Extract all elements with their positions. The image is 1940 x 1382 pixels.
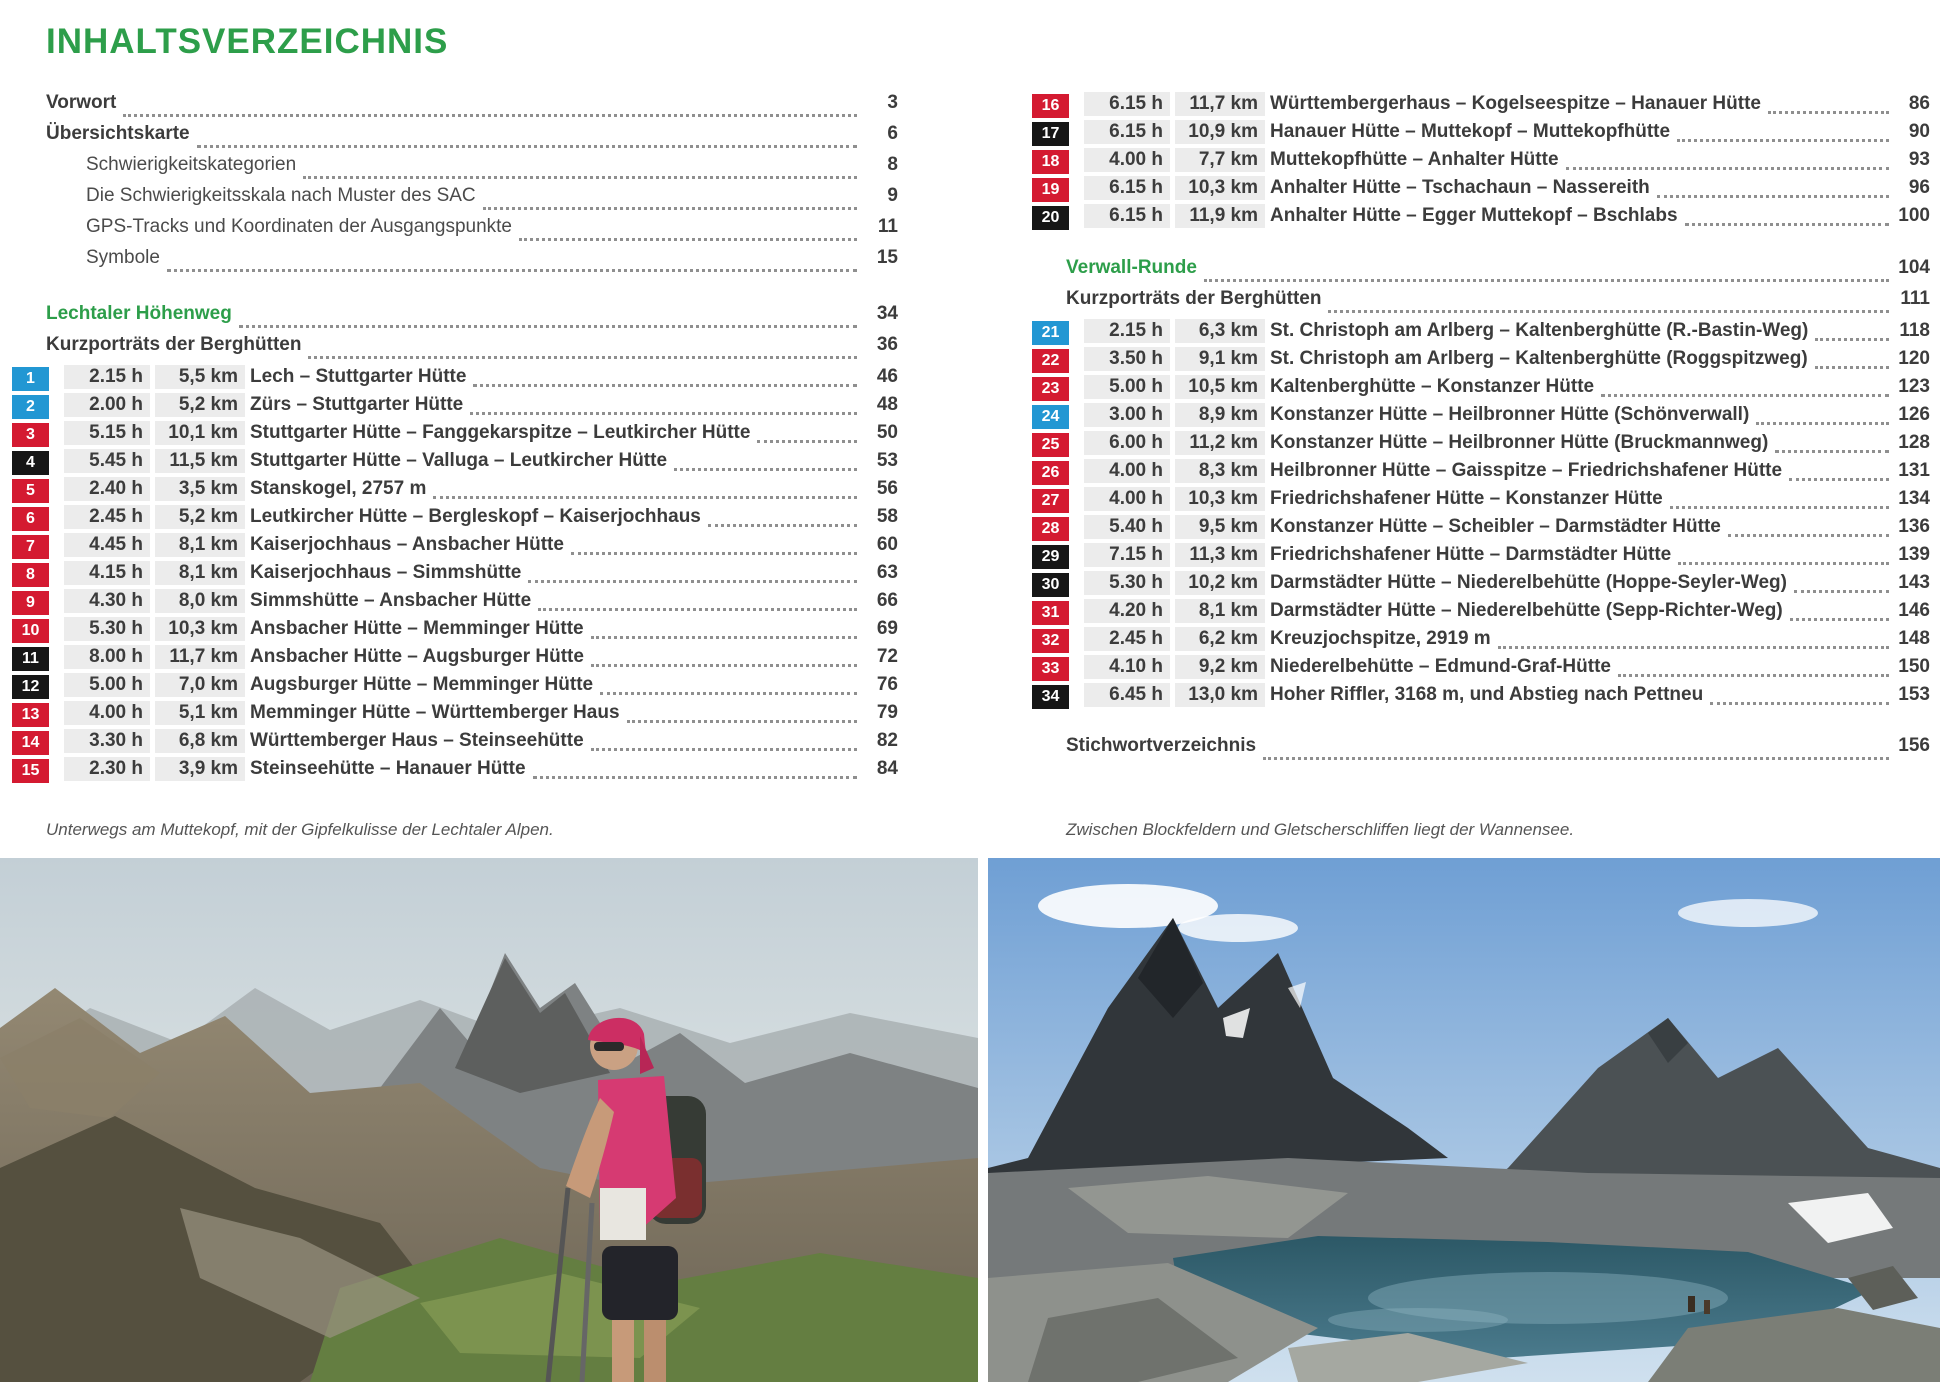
- tour-title: Leutkircher Hütte – Bergleskopf – Kaiserjochhaus: [250, 506, 701, 527]
- tour-distance: 10,1 km: [155, 421, 245, 445]
- front-matter-row: [12, 216, 898, 247]
- tour-row: [1032, 403, 1930, 431]
- tour-duration: 7.15 h: [1084, 543, 1170, 567]
- tour-number-badge: 20: [1032, 206, 1069, 230]
- tour-distance: 11,9 km: [1175, 204, 1265, 228]
- tour-number-badge: 5: [12, 479, 49, 503]
- page-number: 60: [876, 534, 898, 555]
- page-number: 96: [1908, 177, 1930, 198]
- dotted-leader: [1685, 223, 1889, 226]
- tour-row: [1032, 599, 1930, 627]
- tour-title: Konstanzer Hütte – Scheibler – Darmstädter Hütte: [1270, 516, 1721, 537]
- tour-number-badge: 12: [12, 675, 49, 699]
- entry-label: Vorwort: [46, 92, 117, 113]
- tour-title: Stuttgarter Hütte – Fanggekarspitze – Leutkircher Hütte: [250, 422, 751, 443]
- tour-distance: 9,2 km: [1175, 655, 1265, 679]
- page-number: 53: [876, 450, 898, 471]
- tour-duration: 4.00 h: [1084, 487, 1170, 511]
- tour-distance: 13,0 km: [1175, 683, 1265, 707]
- tour-distance: 5,5 km: [155, 365, 245, 389]
- tour-duration: 6.45 h: [1084, 683, 1170, 707]
- tour-duration: 2.45 h: [1084, 627, 1170, 651]
- page-number: 123: [1898, 376, 1930, 397]
- tour-distance: 6,2 km: [1175, 627, 1265, 651]
- tour-number-badge: 2: [12, 395, 49, 419]
- tour-title: Darmstädter Hütte – Niederelbehütte (Sepp-Richter-Weg): [1270, 600, 1783, 621]
- page-number: 50: [876, 422, 898, 443]
- tour-title: Stanskogel, 2757 m: [250, 478, 427, 499]
- dotted-leader: [473, 384, 857, 387]
- tour-title: Kaiserjochhaus – Simmshütte: [250, 562, 522, 583]
- tour-title: Friedrichshafener Hütte – Darmstädter Hütte: [1270, 544, 1672, 565]
- tour-duration: 4.15 h: [64, 561, 150, 585]
- tour-distance: 8,9 km: [1175, 403, 1265, 427]
- tour-list-lechtaler: [12, 365, 898, 785]
- tour-number-badge: 3: [12, 423, 49, 447]
- tour-number-badge: 25: [1032, 433, 1069, 457]
- tour-distance: 10,5 km: [1175, 375, 1265, 399]
- tour-row: [12, 589, 898, 617]
- tour-title: Kaltenberghütte – Konstanzer Hütte: [1270, 376, 1595, 397]
- tour-row: [1032, 347, 1930, 375]
- page-number: 82: [876, 730, 898, 751]
- tour-distance: 6,3 km: [1175, 319, 1265, 343]
- tour-distance: 8,0 km: [155, 589, 245, 613]
- section-heading-lechtaler: [12, 303, 898, 334]
- page-number: 48: [876, 394, 898, 415]
- section-title: Verwall-Runde: [1066, 257, 1197, 278]
- subsection-label: Kurzporträts der Berghütten: [1066, 288, 1322, 309]
- tour-duration: 2.40 h: [64, 477, 150, 501]
- tour-title: Württembergerhaus – Kogelseespitze – Hanauer Hütte: [1270, 93, 1761, 114]
- page-number: 8: [887, 154, 898, 175]
- dotted-leader: [1601, 394, 1889, 397]
- dotted-leader: [1756, 422, 1889, 425]
- verwall-mountain-lake-photo: [988, 858, 1940, 1382]
- tour-title: Kreuzjochspitze, 2919 m: [1270, 628, 1491, 649]
- dotted-leader: [1618, 674, 1889, 677]
- dotted-leader: [1498, 646, 1889, 649]
- tour-duration: 2.45 h: [64, 505, 150, 529]
- dotted-leader: [1768, 111, 1889, 114]
- tour-row: [12, 393, 898, 421]
- tour-row: [1032, 375, 1930, 403]
- tour-number-badge: 4: [12, 451, 49, 475]
- page-number: 66: [876, 590, 898, 611]
- tour-row: [12, 505, 898, 533]
- tour-distance: 8,1 km: [155, 561, 245, 585]
- tour-title: Hoher Riffler, 3168 m, und Abstieg nach Pettneu: [1270, 684, 1704, 705]
- tour-distance: 10,2 km: [1175, 571, 1265, 595]
- tour-title: Ansbacher Hütte – Augsburger Hütte: [250, 646, 584, 667]
- tour-duration: 5.00 h: [64, 673, 150, 697]
- dotted-leader: [1815, 338, 1889, 341]
- tour-title: Anhalter Hütte – Tschachaun – Nassereith: [1270, 177, 1650, 198]
- tour-number-badge: 11: [12, 647, 49, 671]
- tour-number-badge: 23: [1032, 377, 1069, 401]
- page-number: 34: [876, 303, 898, 324]
- page-number: 79: [876, 702, 898, 723]
- tour-title: Heilbronner Hütte – Gaisspitze – Friedrichshafener Hütte: [1270, 460, 1783, 481]
- tour-row: [12, 365, 898, 393]
- dotted-leader: [433, 496, 857, 499]
- front-matter-row: [12, 123, 898, 154]
- toc-left-column: [12, 92, 898, 840]
- page-number: 143: [1898, 572, 1930, 593]
- photo-caption-right: Zwischen Blockfeldern und Gletscherschliffen liegt der Wannensee.: [1066, 820, 1575, 839]
- front-matter-row: [12, 154, 898, 185]
- page-number: 136: [1898, 516, 1930, 537]
- page-number: 150: [1898, 656, 1930, 677]
- tour-title: Augsburger Hütte – Memminger Hütte: [250, 674, 594, 695]
- tour-distance: 11,7 km: [155, 645, 245, 669]
- tour-distance: 7,0 km: [155, 673, 245, 697]
- dotted-leader: [591, 748, 857, 751]
- subsection-kurzportraets-right: [1032, 288, 1930, 319]
- front-matter-list: [12, 92, 898, 278]
- page-number: 6: [887, 123, 898, 144]
- dotted-leader: [1789, 478, 1889, 481]
- tour-duration: 3.30 h: [64, 729, 150, 753]
- tour-row: [12, 477, 898, 505]
- page-number: 72: [876, 646, 898, 667]
- tour-distance: 10,3 km: [1175, 487, 1265, 511]
- tour-duration: 6.15 h: [1084, 204, 1170, 228]
- tour-number-badge: 31: [1032, 601, 1069, 625]
- tour-distance: 8,3 km: [1175, 459, 1265, 483]
- subsection-label: Kurzporträts der Berghütten: [46, 334, 302, 355]
- tour-title: Simmshütte – Ansbacher Hütte: [250, 590, 532, 611]
- front-matter-row: [12, 247, 898, 278]
- tour-duration: 6.15 h: [1084, 120, 1170, 144]
- page-number: 100: [1898, 205, 1930, 226]
- tour-distance: 9,1 km: [1175, 347, 1265, 371]
- tour-row: [1032, 627, 1930, 655]
- entry-label: Die Schwierigkeitsskala nach Muster des SAC: [86, 185, 476, 206]
- tour-title: St. Christoph am Arlberg – Kaltenberghütte (R.-Bastin-Weg): [1270, 320, 1809, 341]
- page-number: 76: [876, 674, 898, 695]
- tour-number-badge: 26: [1032, 461, 1069, 485]
- tour-number-badge: 32: [1032, 629, 1069, 653]
- tour-title: Hanauer Hütte – Muttekopf – Muttekopfhütte: [1270, 121, 1671, 142]
- tour-number-badge: 13: [12, 703, 49, 727]
- tour-distance: 11,7 km: [1175, 92, 1265, 116]
- tour-number-badge: 9: [12, 591, 49, 615]
- tour-number-badge: 22: [1032, 349, 1069, 373]
- tour-number-badge: 27: [1032, 489, 1069, 513]
- tour-row: [12, 421, 898, 449]
- entry-label: GPS-Tracks und Koordinaten der Ausgangspunkte: [86, 216, 512, 237]
- page-number: 128: [1898, 432, 1930, 453]
- tour-duration: 5.40 h: [1084, 515, 1170, 539]
- tour-duration: 4.00 h: [64, 701, 150, 725]
- tour-duration: 2.30 h: [64, 757, 150, 781]
- tour-duration: 4.00 h: [1084, 459, 1170, 483]
- dotted-leader: [627, 720, 857, 723]
- tour-number-badge: 33: [1032, 657, 1069, 681]
- dotted-leader: [757, 440, 857, 443]
- toc-right-column: [1032, 92, 1930, 840]
- page-number: 15: [876, 247, 898, 268]
- dotted-leader: [303, 176, 857, 179]
- page-number: 146: [1898, 600, 1930, 621]
- tour-row: [12, 701, 898, 729]
- page-number: 111: [1900, 288, 1930, 309]
- page-number: 63: [876, 562, 898, 583]
- tour-duration: 8.00 h: [64, 645, 150, 669]
- page-number: 11: [877, 216, 898, 237]
- tour-distance: 11,2 km: [1175, 431, 1265, 455]
- tour-row: [12, 673, 898, 701]
- subsection-kurzportraets-left: [12, 334, 898, 365]
- page-number: 93: [1908, 149, 1930, 170]
- photo-caption-left: Unterwegs am Muttekopf, mit der Gipfelkulisse der Lechtaler Alpen.: [46, 820, 554, 839]
- tour-title: Lech – Stuttgarter Hütte: [250, 366, 467, 387]
- tour-duration: 3.50 h: [1084, 347, 1170, 371]
- dotted-leader: [1204, 279, 1889, 282]
- dotted-leader: [538, 608, 857, 611]
- tour-duration: 4.30 h: [64, 589, 150, 613]
- tour-row: [1032, 683, 1930, 711]
- tour-duration: 4.10 h: [1084, 655, 1170, 679]
- tour-title: Friedrichshafener Hütte – Konstanzer Hütte: [1270, 488, 1663, 509]
- tour-distance: 3,5 km: [155, 477, 245, 501]
- dotted-leader: [1678, 562, 1889, 565]
- tour-number-badge: 29: [1032, 545, 1069, 569]
- entry-label: Schwierigkeitskategorien: [86, 154, 297, 175]
- page-number: 131: [1898, 460, 1930, 481]
- tour-row: [1032, 148, 1930, 176]
- page-number: 9: [887, 185, 898, 206]
- dotted-leader: [1566, 167, 1889, 170]
- tour-list-verwall: [1032, 319, 1930, 711]
- tour-distance: 10,3 km: [155, 617, 245, 641]
- tour-duration: 5.15 h: [64, 421, 150, 445]
- tour-distance: 11,3 km: [1175, 543, 1265, 567]
- tour-title: Niederelbehütte – Edmund-Graf-Hütte: [1270, 656, 1611, 677]
- page-number: 46: [876, 366, 898, 387]
- tour-duration: 5.00 h: [1084, 375, 1170, 399]
- page-number: 104: [1898, 257, 1930, 278]
- tour-number-badge: 24: [1032, 405, 1069, 429]
- dotted-leader: [1794, 590, 1889, 593]
- dotted-leader: [308, 356, 857, 359]
- tour-duration: 2.00 h: [64, 393, 150, 417]
- tour-row: [1032, 515, 1930, 543]
- page-number: 120: [1898, 348, 1930, 369]
- dotted-leader: [1775, 450, 1889, 453]
- tour-number-badge: 17: [1032, 122, 1069, 146]
- photo-strip: [0, 858, 1940, 1382]
- tour-row: [12, 617, 898, 645]
- tour-duration: 5.45 h: [64, 449, 150, 473]
- tour-distance: 5,2 km: [155, 505, 245, 529]
- tour-duration: 3.00 h: [1084, 403, 1170, 427]
- tour-distance: 11,5 km: [155, 449, 245, 473]
- hiker-on-lechtal-ridge-photo: [0, 858, 978, 1382]
- front-matter-row: [12, 185, 898, 216]
- page-number: 58: [876, 506, 898, 527]
- tour-title: Ansbacher Hütte – Memminger Hütte: [250, 618, 584, 639]
- page-number: 56: [876, 478, 898, 499]
- page-number: 148: [1898, 628, 1930, 649]
- page-title: INHALTSVERZEICHNIS: [46, 22, 449, 61]
- page-number: 139: [1898, 544, 1930, 565]
- dotted-leader: [1677, 139, 1889, 142]
- tour-title: Anhalter Hütte – Egger Muttekopf – Bschlabs: [1270, 205, 1678, 226]
- tour-number-badge: 8: [12, 563, 49, 587]
- dotted-leader: [600, 692, 857, 695]
- page-number: 36: [876, 334, 898, 355]
- tour-distance: 9,5 km: [1175, 515, 1265, 539]
- tour-row: [12, 645, 898, 673]
- dotted-leader: [1710, 702, 1889, 705]
- tour-duration: 6.15 h: [1084, 92, 1170, 116]
- tour-row: [12, 561, 898, 589]
- dotted-leader: [470, 412, 857, 415]
- tour-distance: 7,7 km: [1175, 148, 1265, 172]
- index-entry: [1032, 735, 1930, 766]
- tour-number-badge: 30: [1032, 573, 1069, 597]
- tour-distance: 10,3 km: [1175, 176, 1265, 200]
- tour-number-badge: 10: [12, 619, 49, 643]
- front-matter-row: [12, 92, 898, 123]
- section-heading-verwall: [1032, 257, 1930, 288]
- tour-duration: 5.30 h: [64, 617, 150, 641]
- tour-row: [1032, 176, 1930, 204]
- tour-title: Steinseehütte – Hanauer Hütte: [250, 758, 526, 779]
- page-number: 126: [1898, 404, 1930, 425]
- dotted-leader: [591, 664, 857, 667]
- tour-duration: 6.15 h: [1084, 176, 1170, 200]
- tour-number-badge: 1: [12, 367, 49, 391]
- tour-row: [12, 757, 898, 785]
- tour-row: [1032, 431, 1930, 459]
- dotted-leader: [571, 552, 857, 555]
- page-number: 153: [1898, 684, 1930, 705]
- tour-title: Württemberger Haus – Steinseehütte: [250, 730, 584, 751]
- page-number: 118: [1899, 320, 1930, 341]
- tour-title: Konstanzer Hütte – Heilbronner Hütte (Schönverwall): [1270, 404, 1750, 425]
- tour-title: Memminger Hütte – Württemberger Haus: [250, 702, 620, 723]
- tour-duration: 2.15 h: [64, 365, 150, 389]
- dotted-leader: [239, 325, 857, 328]
- tour-duration: 6.00 h: [1084, 431, 1170, 455]
- page-number: 69: [876, 618, 898, 639]
- tour-row: [1032, 543, 1930, 571]
- page-number: 3: [887, 92, 898, 113]
- tour-row: [12, 449, 898, 477]
- tour-number-badge: 6: [12, 507, 49, 531]
- dotted-leader: [1657, 195, 1889, 198]
- page-number: 134: [1898, 488, 1930, 509]
- dotted-leader: [123, 114, 857, 117]
- tour-row: [1032, 92, 1930, 120]
- tour-distance: 8,1 km: [1175, 599, 1265, 623]
- tour-number-badge: 7: [12, 535, 49, 559]
- tour-distance: 8,1 km: [155, 533, 245, 557]
- tour-number-badge: 19: [1032, 178, 1069, 202]
- tour-distance: 6,8 km: [155, 729, 245, 753]
- tour-number-badge: 28: [1032, 517, 1069, 541]
- tour-duration: 2.15 h: [1084, 319, 1170, 343]
- tour-distance: 5,2 km: [155, 393, 245, 417]
- entry-label: Symbole: [86, 247, 160, 268]
- tour-duration: 4.45 h: [64, 533, 150, 557]
- dotted-leader: [1790, 618, 1889, 621]
- tour-row: [12, 533, 898, 561]
- tour-row: [1032, 459, 1930, 487]
- tour-list-lechtaler-continued: [1032, 92, 1930, 232]
- dotted-leader: [528, 580, 857, 583]
- page-number: 84: [876, 758, 898, 779]
- tour-distance: 3,9 km: [155, 757, 245, 781]
- tour-row: [1032, 120, 1930, 148]
- tour-duration: 5.30 h: [1084, 571, 1170, 595]
- tour-row: [12, 729, 898, 757]
- dotted-leader: [519, 238, 857, 241]
- dotted-leader: [1728, 534, 1889, 537]
- dotted-leader: [1263, 757, 1889, 760]
- tour-row: [1032, 655, 1930, 683]
- tour-duration: 4.20 h: [1084, 599, 1170, 623]
- tour-number-badge: 34: [1032, 685, 1069, 709]
- dotted-leader: [1815, 366, 1889, 369]
- section-title: Lechtaler Höhenweg: [46, 303, 232, 324]
- page-number: 156: [1898, 735, 1930, 756]
- tour-number-badge: 15: [12, 759, 49, 783]
- tour-distance: 10,9 km: [1175, 120, 1265, 144]
- tour-title: Darmstädter Hütte – Niederelbehütte (Hoppe-Seyler-Weg): [1270, 572, 1787, 593]
- entry-label: Übersichtskarte: [46, 123, 190, 144]
- tour-row: [1032, 319, 1930, 347]
- dotted-leader: [1670, 506, 1889, 509]
- tour-row: [1032, 487, 1930, 515]
- dotted-leader: [533, 776, 857, 779]
- page-number: 90: [1908, 121, 1930, 142]
- dotted-leader: [197, 145, 857, 148]
- tour-title: Muttekopfhütte – Anhalter Hütte: [1270, 149, 1559, 170]
- tour-number-badge: 21: [1032, 321, 1069, 345]
- page-number: 86: [1908, 93, 1930, 114]
- dotted-leader: [1328, 310, 1889, 313]
- tour-row: [1032, 204, 1930, 232]
- tour-title: Kaiserjochhaus – Ansbacher Hütte: [250, 534, 564, 555]
- dotted-leader: [708, 524, 857, 527]
- index-label: Stichwortverzeichnis: [1066, 735, 1257, 756]
- dotted-leader: [674, 468, 857, 471]
- tour-number-badge: 16: [1032, 94, 1069, 118]
- tour-duration: 4.00 h: [1084, 148, 1170, 172]
- dotted-leader: [483, 207, 857, 210]
- tour-title: Zürs – Stuttgarter Hütte: [250, 394, 464, 415]
- tour-number-badge: 18: [1032, 150, 1069, 174]
- tour-title: Stuttgarter Hütte – Valluga – Leutkircher Hütte: [250, 450, 668, 471]
- dotted-leader: [167, 269, 857, 272]
- tour-title: Konstanzer Hütte – Heilbronner Hütte (Bruckmannweg): [1270, 432, 1769, 453]
- tour-title: St. Christoph am Arlberg – Kaltenberghütte (Roggspitzweg): [1270, 348, 1808, 369]
- tour-distance: 5,1 km: [155, 701, 245, 725]
- dotted-leader: [591, 636, 857, 639]
- tour-row: [1032, 571, 1930, 599]
- tour-number-badge: 14: [12, 731, 49, 755]
